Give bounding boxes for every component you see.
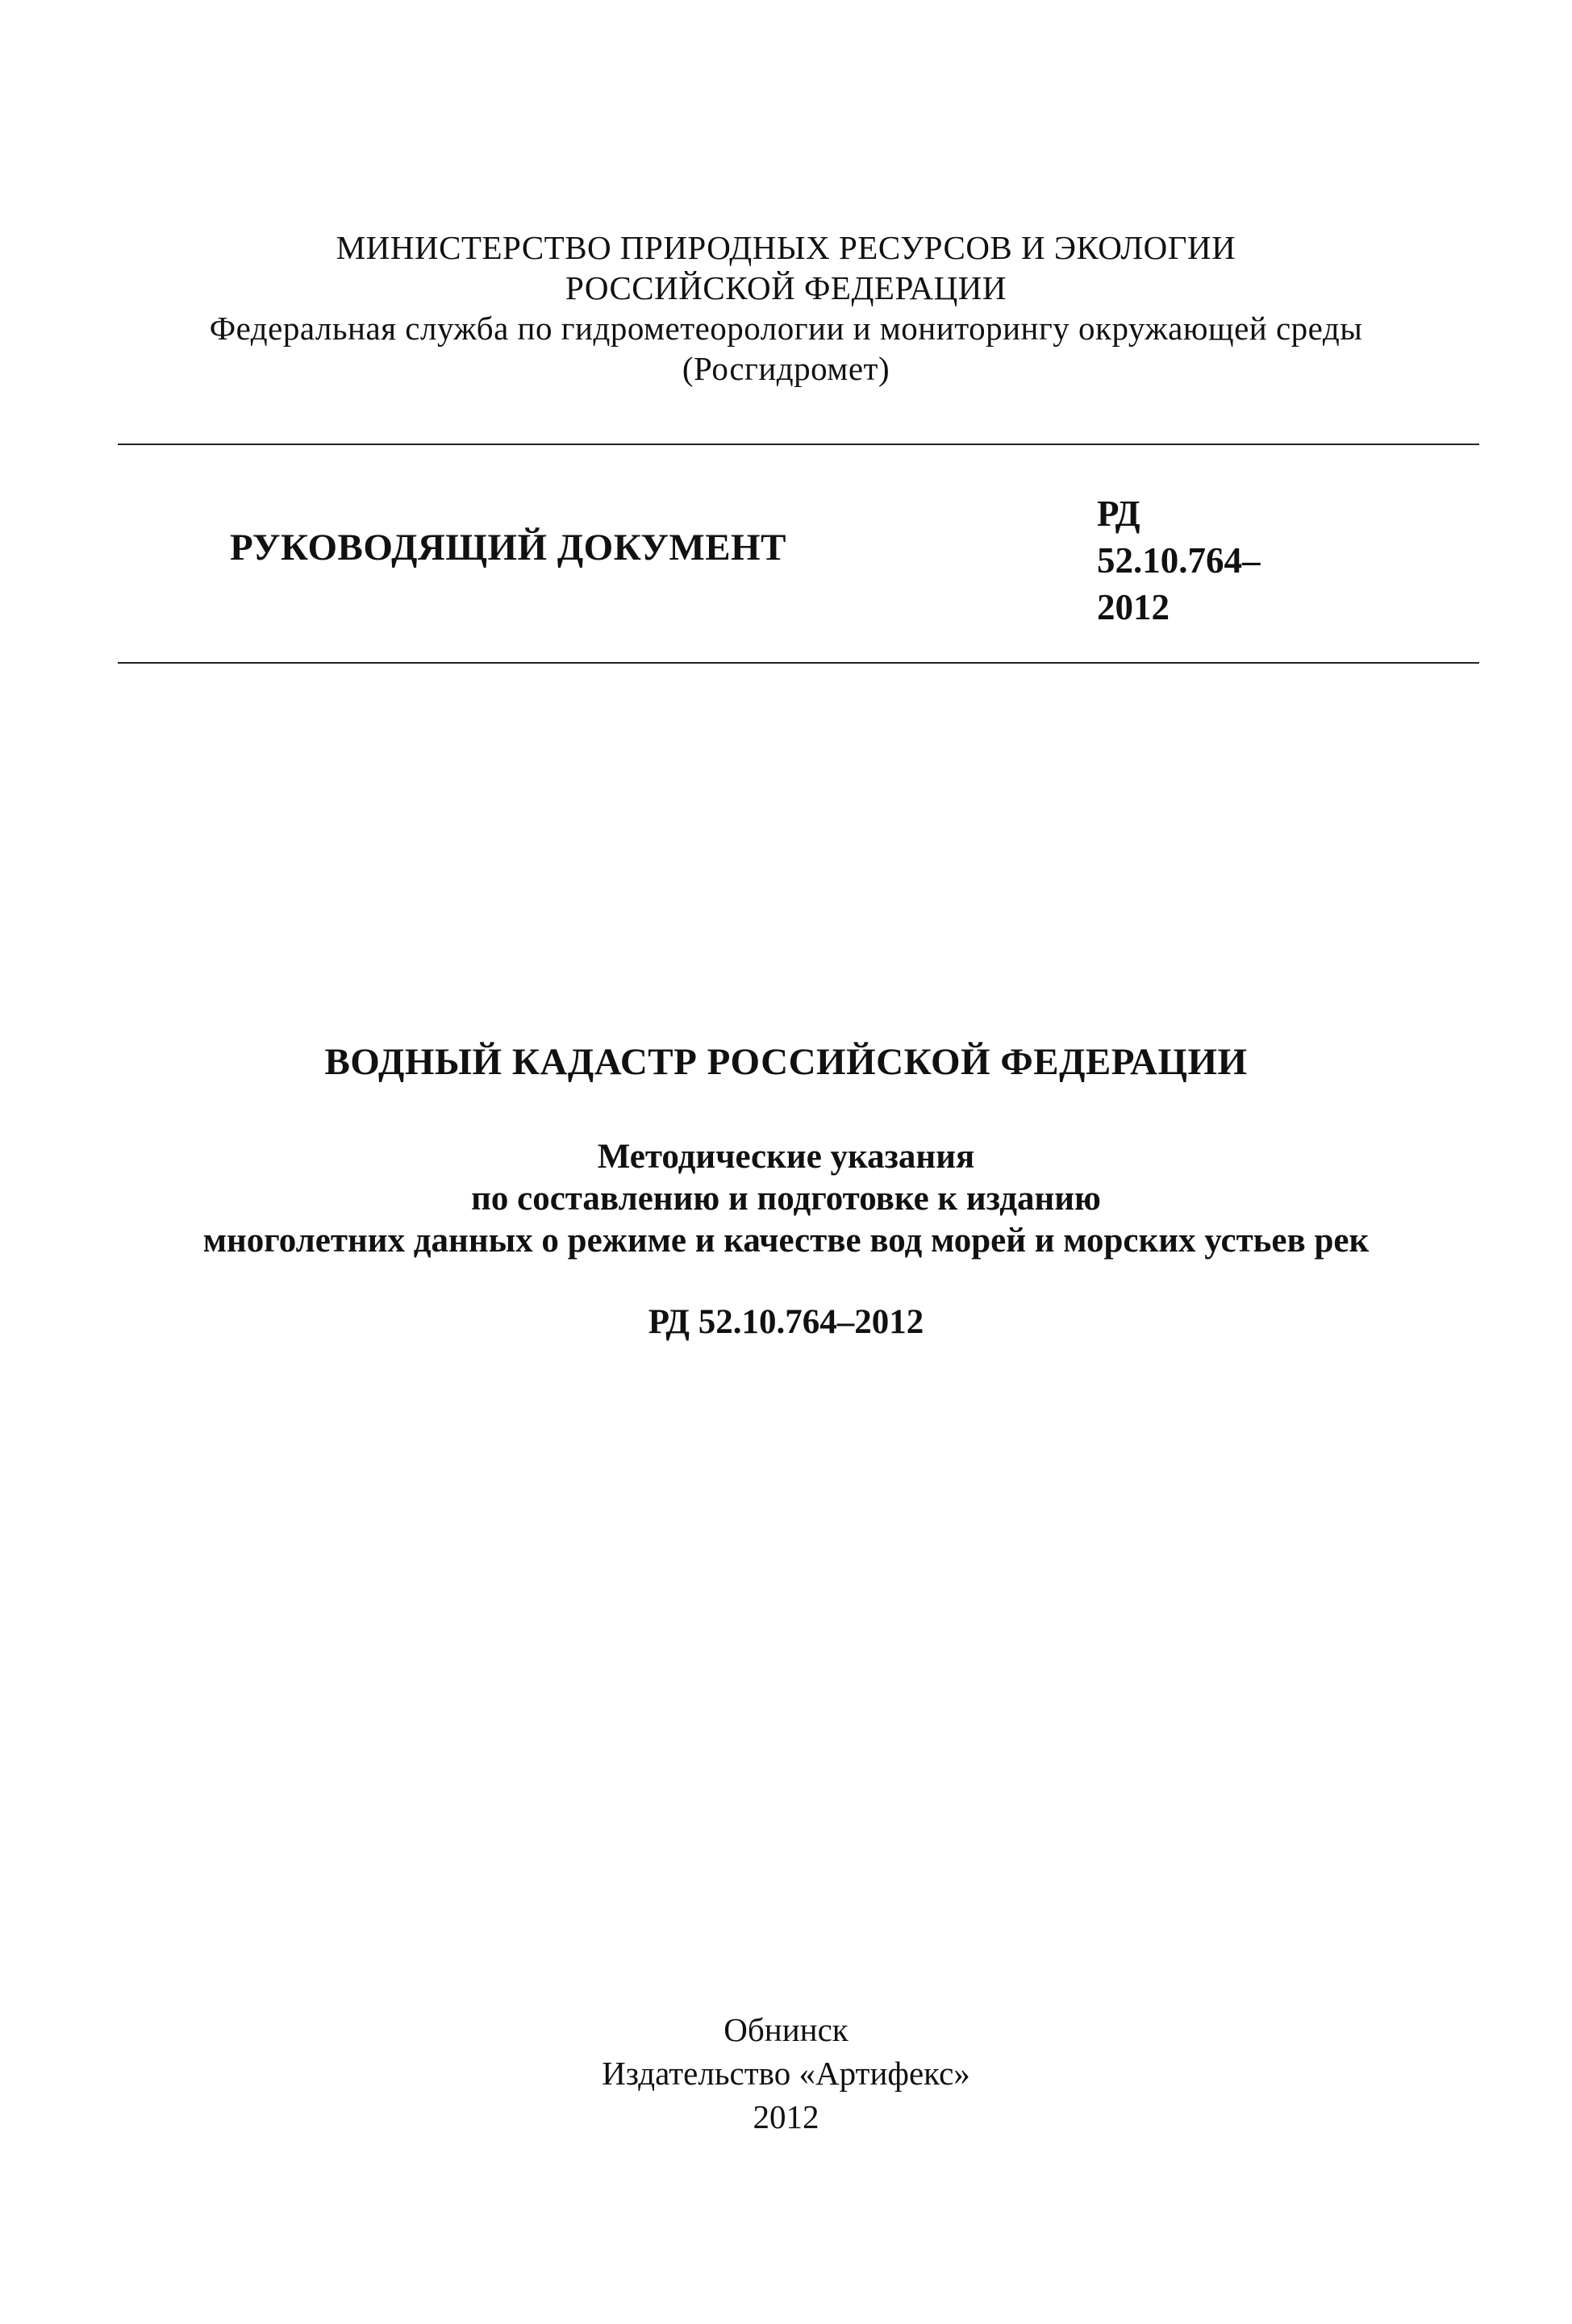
service-short-name: (Росгидромет): [682, 350, 890, 387]
document-number: РД 52.10.764–2012: [648, 1303, 924, 1341]
document-code-line: 52.10.764–: [1097, 540, 1261, 581]
document-subtitle: [0, 1136, 1572, 1262]
imprint-publisher: Издательство «Артифекс»: [602, 2055, 970, 2092]
document-code: [1097, 490, 1261, 631]
document-type-label: РУКОВОДЯЩИЙ ДОКУМЕНТ: [230, 527, 786, 569]
divider-top: [118, 444, 1479, 445]
imprint-year: 2012: [753, 2098, 819, 2135]
subtitle-line: Методические указания: [597, 1138, 975, 1176]
subtitle-line: по составлению и подготовке к изданию: [471, 1180, 1101, 1218]
document-code-line: РД: [1097, 494, 1140, 534]
imprint: [0, 2008, 1572, 2139]
document-code-line: 2012: [1097, 587, 1170, 627]
issuing-authority: [0, 227, 1572, 389]
subtitle-line: многолетних данных о режиме и качестве вод морей и морских устьев рек: [202, 1222, 1370, 1260]
imprint-city: Обнинск: [723, 2011, 849, 2048]
document-main-title: ВОДНЫЙ КАДАСТР РОССИЙСКОЙ ФЕДЕРАЦИИ: [324, 1041, 1248, 1083]
divider-bottom: [118, 662, 1479, 664]
ministry-name-line-2: РОССИЙСКОЙ ФЕДЕРАЦИИ: [565, 269, 1007, 306]
service-name: Федеральная служба по гидрометеорологии и мониторингу окружающей среды: [209, 310, 1363, 347]
ministry-name-line-1: МИНИСТЕРСТВО ПРИРОДНЫХ РЕСУРСОВ И ЭКОЛОГИИ: [336, 229, 1236, 266]
